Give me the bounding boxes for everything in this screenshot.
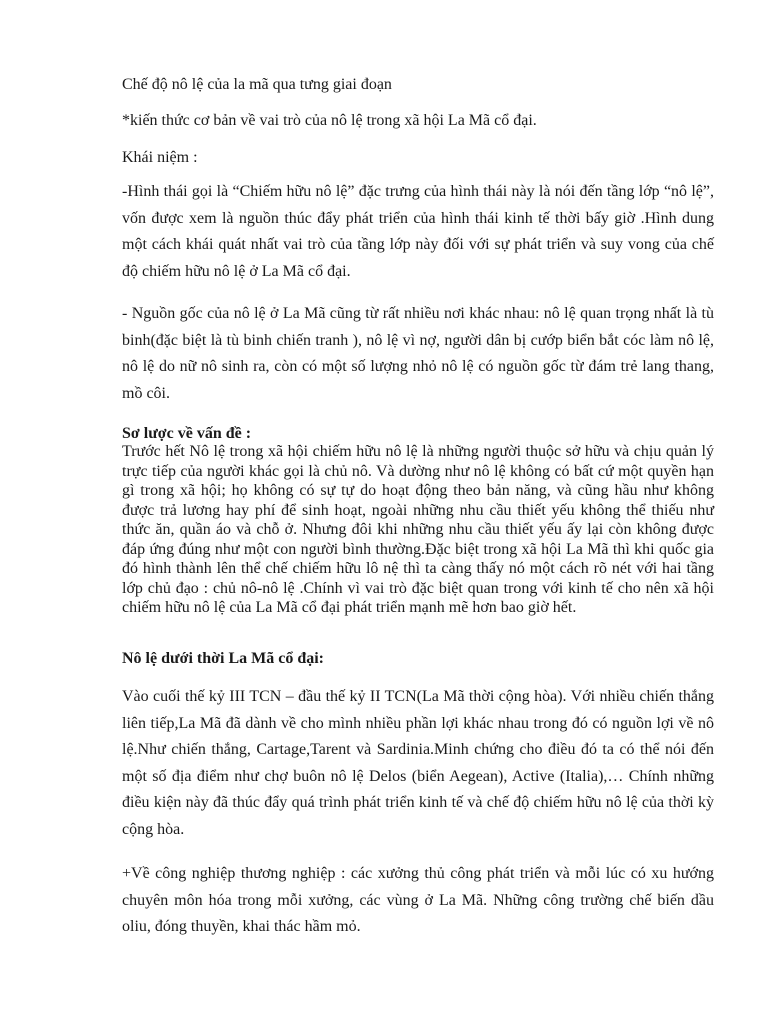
paragraph-form: -Hình thái gọi là “Chiếm hữu nô lệ” đặc trưng của hình thái này là nói đến tầng lớp “nô lệ”, vốn được xem là nguồn thúc đẩy phát triển của hình thái kinh tế thời bấy giờ .Hình dung một cách khái quát nhất vai trò của tầng lớp này đối với sự phát triển và suy vong của chế độ chiếm hữu nô lệ ở La Mã cổ đại. (122, 183, 714, 280)
heading-overview: Sơ lược về vấn đề : (122, 425, 252, 442)
concept-label: Khái niệm : (122, 149, 198, 166)
paragraph-ancient-rome: Vào cuối thế kỷ III TCN – đầu thế kỷ II TCN(La Mã thời cộng hòa). Với nhiều chiến thắng liên tiếp,La Mã đã dành về cho mình nhiều phần lợi khác nhau trong đó có nguồn lợi về nô lệ.Như chiến thắng, Cartage,Tarent và Sardinia.Minh chứng cho điều đó ta có thể nói đến một số địa điểm như chợ buôn nô lệ Delos (biển Aegean), Active (Italia),… Chính những điều kiện này đã thúc đẩy quá trình phát triển kinh tế và chế độ chiếm hữu nô lệ của thời kỳ cộng hòa. (122, 688, 714, 838)
paragraph-industry: +Về công nghiệp thương nghiệp : các xưởng thủ công phát triển và mỗi lúc có xu hướng chuyên môn hóa trong mỗi xưởng, các vùng ở La Mã. Những công trường chế biến dầu oliu, đóng thuyền, khai thác hầm mỏ. (122, 865, 714, 935)
paragraph-origin: - Nguồn gốc của nô lệ ở La Mã cũng từ rất nhiều nơi khác nhau: nô lệ quan trọng nhất là tù binh(đặc biệt là tù binh chiến tranh ), nô lệ vì nợ, người dân bị cướp biển bắt cóc làm nô lệ, nô lệ do nữ nô sinh ra, còn có một số lượng nhỏ nô lệ có nguồn gốc từ đám trẻ lang thang, mồ côi. (122, 305, 714, 402)
heading-ancient-rome: Nô lệ dưới thời La Mã cổ đại: (122, 650, 324, 667)
document-subtitle: *kiến thức cơ bản về vai trò của nô lệ trong xã hội La Mã cổ đại. (122, 112, 537, 129)
document-title: Chế độ nô lệ của la mã qua tưng giai đoạn (122, 76, 392, 93)
paragraph-overview: Trước hết Nô lệ trong xã hội chiếm hữu nô lệ là những người thuộc sở hữu và chịu quản lý trực tiếp của người khác gọi là chủ nô. Và dường như nô lệ không có bất cứ một quyền hạn gì trong xã hội; họ không có sự tự do hoạt động theo bản năng, và cũng hầu như không được trả lương hay phí để sinh hoạt, ngoài những nhu cầu thiết yếu không thể thiếu như thức ăn, quần áo và chỗ ở. Nhưng đôi khi những nhu cầu thiết yếu ấy lại còn không được đáp ứng đúng như một con người bình thường.Đặc biệt trong xã hội La Mã thì khi quốc gia đó hình thành lên thể chế chiếm hữu lô nệ thì ta càng thấy nó một cách rõ nét với hai tầng lớp chủ đạo : chủ nô-nô lệ .Chính vì vai trò đặc biệt quan trong với kinh tế cho nên xã hội chiếm hữu nô lệ của La Mã cổ đại phát triển mạnh mẽ hơn bao giờ hết. (122, 443, 714, 616)
